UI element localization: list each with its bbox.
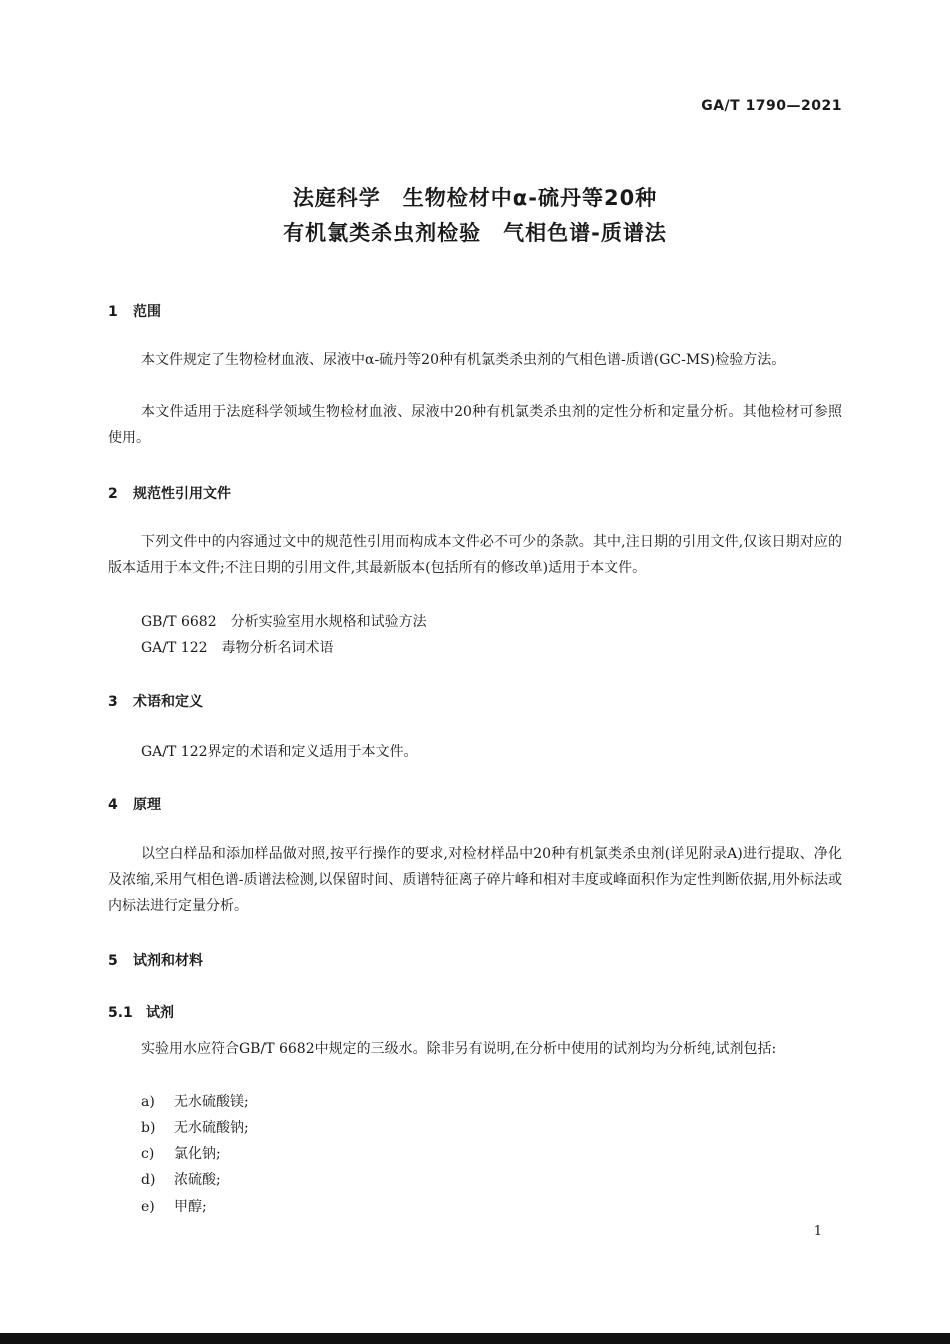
reference-code: GA/T 122 [141,640,208,656]
section-number: 5.1 [108,1005,133,1021]
document-title-line-2: 有机氯类杀虫剂检验 气相色谱-质谱法 [283,221,667,245]
section-3-heading [108,691,203,711]
section-5-1-paragraph-1: 实验用水应符合GB/T 6682中规定的三级水。除非另有说明,在分析中使用的试剂均为分析纯,试剂包括: [141,1041,777,1057]
list-item-text: 无水硫酸钠; [174,1120,249,1136]
section-number: 2 [108,486,118,502]
section-1-paragraph-2: 本文件适用于法庭科学领域生物检材血液、尿液中20种有机氯类杀虫剂的定性分析和定量分析。其他检材可参照使用。 [108,404,842,446]
reference-title: 分析实验室用水规格和试验方法 [230,614,427,630]
list-item-label: d) [141,1172,156,1188]
section-number: 3 [108,694,118,710]
normative-reference [141,609,427,635]
list-item-text: 无水硫酸镁; [174,1094,249,1110]
section-2-paragraph-1: 下列文件中的内容通过文中的规范性引用而构成本文件必不可少的条款。其中,注日期的引用文件,仅该日期对应的版本适用于本文件;不注日期的引用文件,其最新版本(包括所有的修改单)适用于本文件。 [108,534,842,576]
list-item [141,1194,207,1220]
section-2-heading [108,483,231,503]
list-item [141,1115,249,1141]
list-item-text: 浓硫酸; [174,1172,221,1188]
reference-code: GB/T 6682 [141,614,217,630]
standard-code: GA/T 1790—2021 [701,98,842,114]
list-item-text: 甲醇; [174,1199,207,1215]
list-item-text: 氯化钠; [174,1146,221,1162]
section-1-paragraph-1: 本文件规定了生物检材血液、尿液中α-硫丹等20种有机氯类杀虫剂的气相色谱-质谱(GC-MS)检验方法。 [141,352,786,368]
section-title: 试剂 [146,1005,174,1021]
list-item-label: e) [141,1199,155,1215]
bottom-border [0,1333,950,1344]
section-title: 试剂和材料 [133,953,203,969]
page-number: 1 [813,1224,822,1239]
section-title: 原理 [133,797,161,813]
list-item [141,1167,221,1193]
section-title: 规范性引用文件 [133,486,231,502]
list-item-label: b) [141,1120,156,1136]
section-number: 1 [108,304,118,320]
section-title: 范围 [133,304,161,320]
list-item [141,1089,249,1115]
list-item-label: c) [141,1146,155,1162]
section-5-heading [108,950,203,970]
section-3-paragraph-1: GA/T 122界定的术语和定义适用于本文件。 [141,744,418,760]
document-title-line-1: 法庭科学 生物检材中α-硫丹等20种 [292,186,658,210]
normative-reference [141,635,334,661]
section-5-1-heading [108,1002,174,1022]
section-title: 术语和定义 [133,694,203,710]
list-item [141,1141,221,1167]
section-number: 5 [108,953,118,969]
list-item-label: a) [141,1094,155,1110]
section-4-paragraph-1: 以空白样品和添加样品做对照,按平行操作的要求,对检材样品中20种有机氯类杀虫剂(详见附录A)进行提取、净化及浓缩,采用气相色谱-质谱法检测,以保留时间、质谱特征离子碎片峰和相对丰度或峰面积作为定性判断依据,用外标法或内标法进行定量分析。 [108,846,842,914]
section-number: 4 [108,797,118,813]
reference-title: 毒物分析名词术语 [221,640,334,656]
section-4-heading [108,794,161,814]
section-1-heading [108,301,161,321]
